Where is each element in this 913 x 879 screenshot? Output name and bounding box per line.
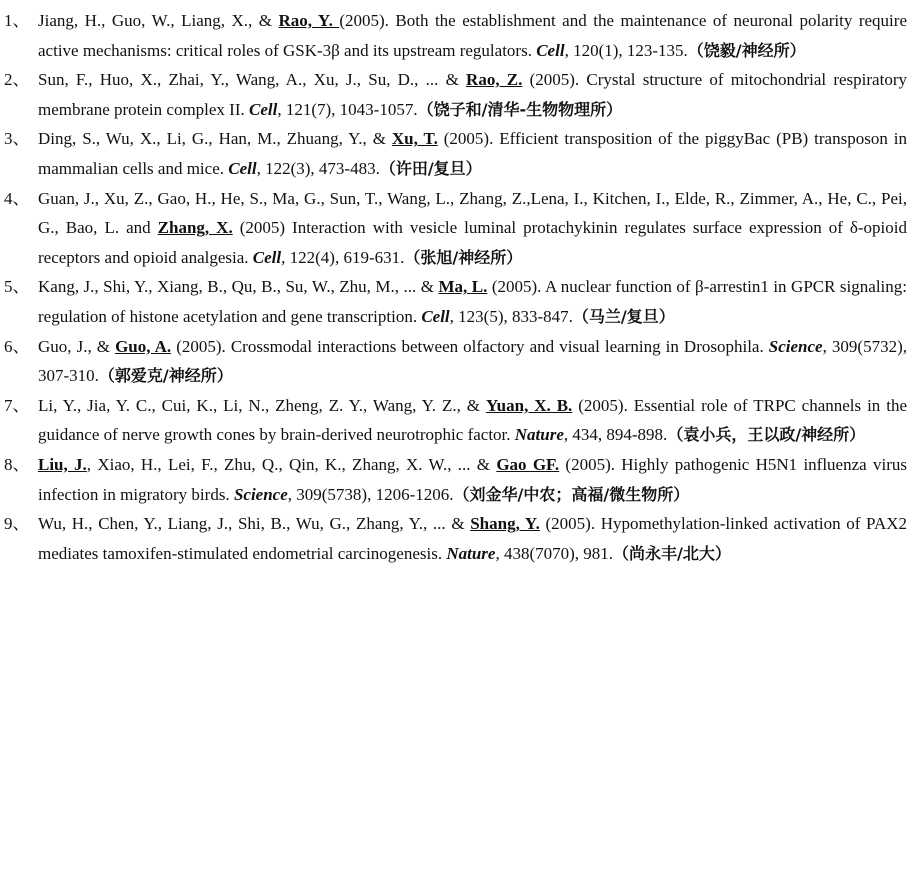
journal-name: Cell [252, 247, 282, 267]
reference-item [0, 450, 907, 509]
reference-item [0, 391, 907, 450]
reference-title: (2005) Interaction with vesicle luminal protachykinin regulates surface expression of δ-opioid receptors and opioid analgesia. [38, 218, 908, 267]
reference-volume-pages: , 120(1), 123-135. [564, 40, 688, 60]
highlighted-author: Liu, J. [38, 454, 87, 474]
reference-authors: Wu, H., Chen, Y., Liang, J., Shi, B., Wu, G., Zhang, Y., ... & [38, 514, 471, 534]
reference-item [0, 6, 907, 65]
reference-number: 3、 [4, 129, 30, 149]
reference-authors: Sun, F., Huo, X., Zhai, Y., Wang, A., Xu, J., Su, D., ... & [38, 70, 467, 90]
reference-number: 6、 [4, 336, 30, 356]
reference-volume-pages: , 434, 894-898. [563, 425, 668, 445]
journal-name: Nature [514, 425, 564, 445]
reference-authors: Guan, J., Xu, Z., Gao, H., He, S., Ma, G., Sun, T., Wang, L., Zhang, Z.,Lena, I., Kitchen, I., Elde, R., Zimmer, A., He, C., Pei, G., Bao, L. and [38, 188, 907, 238]
reference-title-2: (2005). Highly pathogenic H5N1 influenza virus infection in migratory birds. [38, 454, 907, 504]
highlighted-author: Xu, T. [391, 129, 438, 149]
reference-volume-pages: , 309(5732), 307-310. [38, 336, 907, 386]
reference-number: 9、 [4, 514, 30, 534]
reference-item [0, 65, 907, 124]
reference-item [0, 509, 907, 568]
reference-title: (2005). Crystal structure of mitochondrial respiratory membrane protein complex II. [38, 70, 907, 119]
journal-name: Cell [249, 99, 278, 119]
author-affiliation-note: （马兰/复旦） [572, 306, 675, 326]
author-affiliation-note: （张旭/神经所） [404, 247, 523, 267]
reference-item [0, 332, 907, 391]
journal-name: Science [233, 484, 288, 504]
reference-authors: Jiang, H., Guo, W., Liang, X., & [38, 11, 279, 30]
reference-authors: Kang, J., Shi, Y., Xiang, B., Qu, B., Su, W., Zhu, M., ... & [38, 277, 439, 297]
author-affiliation-note: （许田/复旦） [379, 158, 482, 178]
reference-title: (2005). Efficient transposition of the piggyBac (PB) transposon in mammalian cells and mice. [38, 129, 907, 178]
reference-number: 7、 [4, 395, 30, 415]
reference-number: 1、 [4, 11, 30, 30]
highlighted-author: Shang, Y. [470, 514, 540, 534]
highlighted-author-2: Gao GF. [496, 454, 560, 474]
reference-volume-pages: , 438(7070), 981. [495, 543, 614, 563]
author-affiliation-note: （尚永丰/北大） [613, 543, 731, 563]
reference-title: (2005). A nuclear function of β-arrestin1 in GPCR signaling: regulation of histone acetylation and gene transcription. [38, 277, 907, 326]
reference-item [0, 184, 907, 273]
author-affiliation-note: （郭爱克/神经所） [98, 366, 233, 386]
journal-name: Cell [421, 306, 450, 326]
author-affiliation-note: （饶子和/清华-生物物理所） [417, 99, 623, 119]
reference-authors: Guo, J., & [38, 336, 116, 356]
reference-title: , Xiao, H., Lei, F., Zhu, Q., Qin, K., Zhang, X. W., ... & [86, 454, 497, 474]
reference-title: (2005). Crossmodal interactions between olfactory and visual learning in Drosophila. [171, 336, 769, 356]
highlighted-author: Rao, Y. [278, 11, 340, 30]
journal-name: Cell [228, 158, 257, 178]
reference-number: 2、 [4, 70, 30, 90]
reference-volume-pages: , 122(4), 619-631. [281, 247, 405, 267]
reference-title: (2005). Hypomethylation-linked activation of PAX2 mediates tamoxifen-stimulated endometrial carcinogenesis. [38, 514, 907, 563]
author-affiliation-note: （刘金华/中农；高福/微生物所） [453, 484, 690, 504]
reference-number: 5、 [4, 277, 30, 297]
reference-authors: Ding, S., Wu, X., Li, G., Han, M., Zhuang, Y., & [38, 129, 392, 149]
reference-item [0, 124, 907, 183]
reference-volume-pages: , 121(7), 1043-1057. [277, 99, 418, 119]
highlighted-author: Rao, Z. [466, 70, 523, 90]
journal-name: Nature [446, 543, 496, 563]
author-affiliation-note: （饶毅/神经所） [687, 40, 806, 60]
highlighted-author: Zhang, X. [157, 218, 233, 238]
reference-title: (2005). Essential role of TRPC channels in the guidance of nerve growth cones by brain-derived neurotrophic factor. [38, 395, 908, 445]
highlighted-author: Yuan, X. B. [485, 395, 573, 415]
journal-name: Cell [536, 40, 565, 60]
highlighted-author: Guo, A. [115, 336, 172, 356]
reference-volume-pages: , 309(5738), 1206-1206. [287, 484, 454, 504]
reference-authors: Li, Y., Jia, Y. C., Cui, K., Li, N., Zheng, Z. Y., Wang, Y. Z., & [38, 395, 486, 415]
reference-number: 4、 [4, 188, 30, 208]
reference-volume-pages: , 123(5), 833-847. [449, 306, 573, 326]
reference-item [0, 272, 907, 331]
highlighted-author: Ma, L. [438, 277, 488, 297]
reference-title: (2005). Both the establishment and the maintenance of neuronal polarity require active mechanisms: critical roles of GSK-3β and its upstream regulators. [38, 11, 907, 60]
reference-volume-pages: , 122(3), 473-483. [256, 158, 380, 178]
reference-number: 8、 [4, 454, 30, 474]
author-affiliation-note: （袁小兵，王以政/神经所） [667, 425, 866, 445]
journal-name: Science [768, 336, 823, 356]
